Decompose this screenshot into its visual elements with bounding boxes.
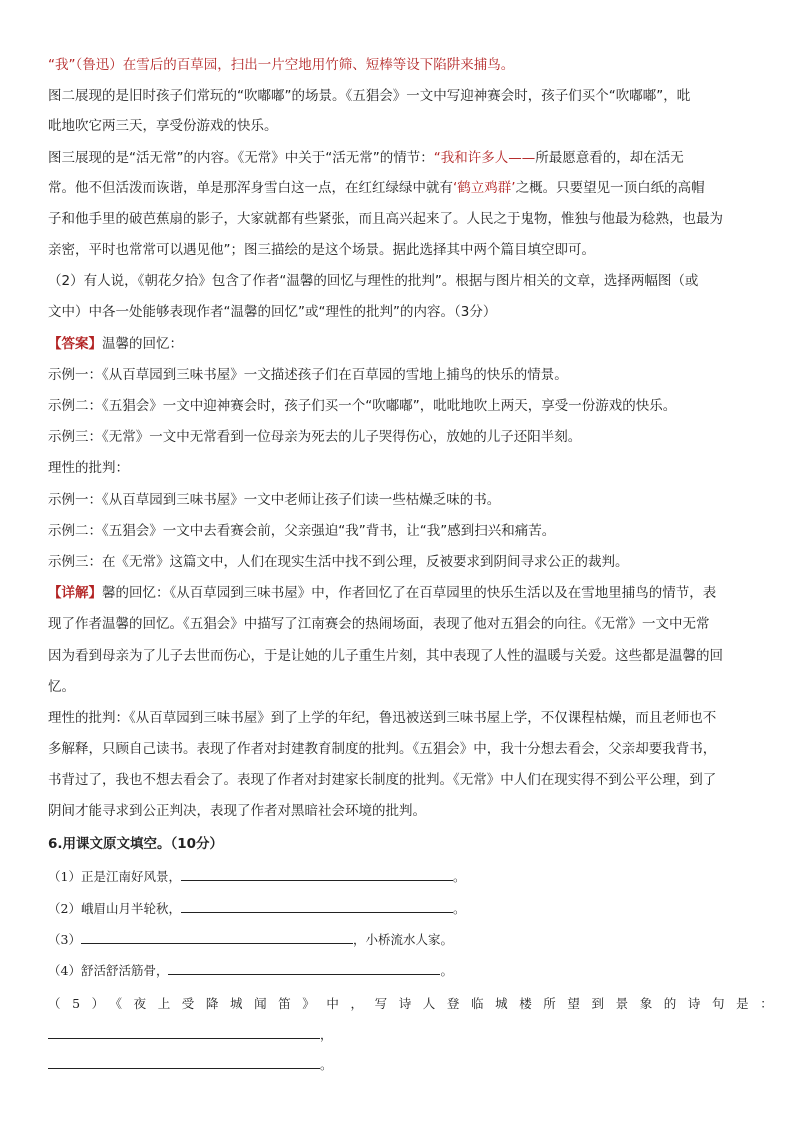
text-line: 吡地吹它两三天，享受份游戏的快乐。 (48, 118, 278, 134)
text-span: 常。他不但活泼而诙谐，单是那浑身雪白这一点，在红红绿绿中就有 (48, 180, 453, 196)
punct: 。 (440, 963, 453, 978)
text-line (48, 178, 754, 198)
fill-prompt: （3） (48, 932, 81, 947)
fill-prompt: （4）舒活舒活筋骨， (48, 963, 169, 978)
answer-blank[interactable] (168, 960, 440, 975)
text-line: 现了作者温馨的回忆。《五猖会》中描写了江南赛会的热闹场面，表现了他对五猖会的向往。《无常》一文中无常 (48, 616, 710, 632)
fill-prompt: （2）峨眉山月半轮秋， (48, 901, 181, 916)
fill-item-3 (48, 929, 754, 950)
text-span: 温馨的回忆： (102, 336, 183, 352)
text-line (48, 583, 754, 603)
fill-prompt: （1）正是江南好风景， (48, 869, 181, 884)
answer-blank[interactable] (181, 866, 453, 881)
text-span: 之概。只要望见一顶白纸的高帽 (515, 180, 705, 196)
text-line: 图二展现的是旧时孩子们常玩的“吹嘟嘟”的场景。《五猖会》一文中写迎神赛会时，孩子们买个“吹嘟嘟”，吡 (48, 88, 691, 104)
text-span: 馨的回忆：《从百草园到三味书屋》中，作者回忆了在百草园里的快乐生活以及在雪地里捕鸟的情节，表 (102, 585, 717, 601)
text-line: 文中）中各一处能够表现作者“温馨的回忆”或“理性的批判”的内容。（3分） (48, 304, 497, 320)
text-line: 忆。 (48, 679, 75, 695)
fill-item-2 (48, 898, 754, 919)
fill-item-5: （5）《夜上受降城闻笛》中，写诗人登临城楼所望到景象的诗句是： (48, 996, 785, 1011)
text-line: 示例一：《从百草园到三味书屋》一文中老师让孩子们读一些枯燥乏味的书。 (48, 492, 501, 508)
text-line: 子和他手里的破芭蕉扇的影子，大家就都有些紧张，而且高兴起来了。人民之于鬼物，惟独与他最为稔熟，也最为 (48, 211, 723, 227)
text-line (48, 334, 754, 354)
explanation-label: 【详解】 (48, 585, 102, 601)
fill-item-1 (48, 866, 754, 887)
punct: 。 (452, 869, 466, 884)
text-line: 多解释，只顾自己读书。表现了作者对封建教育制度的批判。《五猖会》中，我十分想去看会，父亲却要我背书， (48, 741, 717, 757)
quote-span: “我和许多人—— (433, 150, 536, 166)
text-line: 示例二：《五猖会》一文中去看赛会前，父亲强迫“我”背书，让“我”感到扫兴和痛苦。 (48, 523, 556, 539)
text-span: 所最愿意看的，却在活无 (535, 150, 684, 166)
text-line: 亲密，平时也常常可以遇见他”；图三描绘的是这个场景。据此选择其中两个篇目填空即可。 (48, 242, 595, 258)
text-line: 理性的批判： (48, 460, 129, 476)
text-line: 示例三：《无常》一文中无常看到一位母亲为死去的儿子哭得伤心，放她的儿子还阳半刻。 (48, 429, 582, 445)
punct: 。 (452, 901, 466, 916)
text-line: 示例三：在《无常》这篇文中，人们在现实生活中找不到公理，反被要求到阴间寻求公正的裁判。 (48, 554, 629, 570)
text-line: 示例一：《从百草园到三味书屋》一文描述孩子们在百草园的雪地上捕鸟的快乐的情景。 (48, 367, 568, 383)
fill-item-4 (48, 960, 754, 981)
punct: 。 (320, 1057, 333, 1072)
text-line: “我”（鲁迅）在雪后的百草园，扫出一片空地用竹筛、短棒等设下陷阱来捕鸟。 (48, 57, 515, 73)
fill-suffix: ，小桥流水人家。 (352, 932, 453, 947)
text-line: 阴间才能寻求到公正判决，表现了作者对黑暗社会环境的批判。 (48, 803, 426, 819)
fill-item-5-line-2 (48, 1054, 754, 1075)
answer-blank[interactable] (48, 1024, 320, 1039)
answer-blank[interactable] (181, 898, 453, 913)
quote-span: ‘鹤立鸡群’ (453, 180, 516, 196)
question-title: 6.用课文原文填空。（10分） (48, 836, 224, 852)
answer-blank[interactable] (81, 929, 353, 944)
text-line: （2）有人说，《朝花夕拾》包含了作者“温馨的回忆与理性的批判”。根据与图片相关的文章，选择两幅图（或 (48, 273, 699, 289)
fill-item-5-line-1 (48, 1024, 754, 1045)
text-line: 理性的批判：《从百草园到三味书屋》到了上学的年纪，鲁迅被送到三味书屋上学，不仅课程枯燥，而且老师也不 (48, 710, 717, 726)
text-line: 书背过了，我也不想去看会了。表现了作者对封建家长制度的批判。《无常》中人们在现实得不到公平公理，到了 (48, 772, 717, 788)
answer-blank[interactable] (48, 1054, 320, 1069)
text-span: 图三展现的是“活无常”的内容。《无常》中关于“活无常”的情节： (48, 150, 434, 166)
punct: ， (320, 1027, 333, 1042)
text-line: 因为看到母亲为了儿子去世而伤心，于是让她的儿子重生片刻，其中表现了人性的温暖与关爱。这些都是温馨的回 (48, 648, 723, 664)
answer-label: 【答案】 (48, 336, 102, 352)
text-line: 示例二：《五猖会》一文中迎神赛会时，孩子们买一个“吹嘟嘟”，吡吡地吹上两天，享受一份游戏的快乐。 (48, 398, 677, 414)
text-line (48, 148, 754, 168)
